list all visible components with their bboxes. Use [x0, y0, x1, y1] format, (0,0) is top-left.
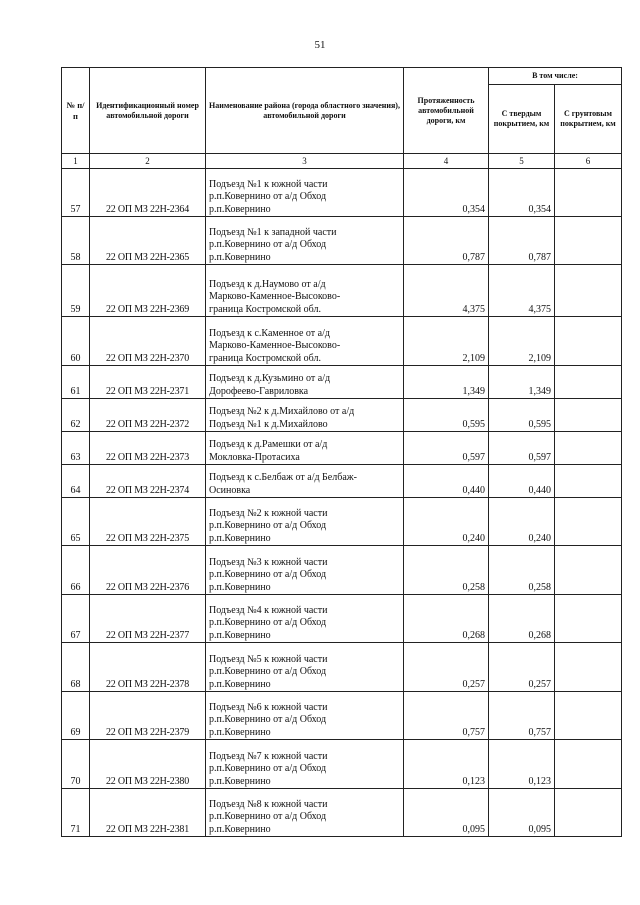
road-name-line: р.п.Ковернино — [209, 775, 271, 787]
road-name — [206, 399, 404, 432]
road-id: 22 ОП МЗ 22Н-2380 — [90, 740, 206, 789]
road-length: 0,095 — [404, 789, 489, 837]
road-length: 0,257 — [404, 643, 489, 692]
column-number: 2 — [90, 154, 206, 169]
road-name-line: р.п.Ковернино от а/д Обход — [209, 617, 327, 628]
road-name-line: р.п.Ковернино от а/д Обход — [209, 239, 327, 250]
road-name-line: Подъезд к с.Белбаж от а/д Белбаж- — [209, 472, 357, 483]
dirt-surface-length — [555, 692, 622, 740]
table-row — [62, 399, 622, 432]
dirt-surface-length — [555, 265, 622, 317]
road-name-line: р.п.Ковернино от а/д Обход — [209, 191, 327, 202]
road-name-line: р.п.Ковернино — [209, 581, 271, 593]
table-row — [62, 595, 622, 643]
road-id: 22 ОП МЗ 22Н-2374 — [90, 465, 206, 498]
row-number: 61 — [62, 366, 90, 399]
dirt-surface-length — [555, 217, 622, 265]
header-dirt-surface: С грунтовым покрытием, км — [555, 85, 622, 154]
table-row — [62, 169, 622, 217]
column-number: 6 — [555, 154, 622, 169]
table-row — [62, 265, 622, 317]
road-length: 0,240 — [404, 498, 489, 546]
road-id: 22 ОП МЗ 22Н-2381 — [90, 789, 206, 837]
road-length: 0,354 — [404, 169, 489, 217]
road-name — [206, 169, 404, 217]
road-name-line: Подъезд №3 к южной части — [209, 556, 328, 568]
dirt-surface-length — [555, 595, 622, 643]
road-id: 22 ОП МЗ 22Н-2379 — [90, 692, 206, 740]
dirt-surface-length — [555, 317, 622, 366]
road-name-line: р.п.Ковернино от а/д Обход — [209, 811, 327, 822]
dirt-surface-length — [555, 399, 622, 432]
road-name-line: Подъезд к д.Рамешки от а/д — [209, 439, 328, 450]
column-number: 3 — [206, 154, 404, 169]
road-name — [206, 317, 404, 366]
table-row — [62, 432, 622, 465]
road-name — [206, 498, 404, 546]
hard-surface-length: 0,757 — [489, 692, 555, 740]
road-name-line: р.п.Ковернино от а/д Обход — [209, 763, 327, 774]
dirt-surface-length — [555, 546, 622, 595]
hard-surface-length: 0,240 — [489, 498, 555, 546]
roads-table — [61, 67, 622, 837]
dirt-surface-length — [555, 432, 622, 465]
table-row — [62, 692, 622, 740]
hard-surface-length: 0,268 — [489, 595, 555, 643]
road-id: 22 ОП МЗ 22Н-2373 — [90, 432, 206, 465]
row-number: 62 — [62, 399, 90, 432]
road-length: 1,349 — [404, 366, 489, 399]
road-name-line: граница Костромской обл. — [209, 303, 321, 315]
road-id: 22 ОП МЗ 22Н-2365 — [90, 217, 206, 265]
road-name-line: р.п.Ковернино — [209, 823, 271, 835]
road-id: 22 ОП МЗ 22Н-2364 — [90, 169, 206, 217]
road-name-line: Подъезд №2 к южной части — [209, 507, 328, 519]
road-name — [206, 740, 404, 789]
hard-surface-length: 0,258 — [489, 546, 555, 595]
row-number: 70 — [62, 740, 90, 789]
dirt-surface-length — [555, 789, 622, 837]
dirt-surface-length — [555, 366, 622, 399]
road-name-line: р.п.Ковернино — [209, 532, 271, 544]
road-name-line: Подъезд №1 к западной части — [209, 226, 337, 238]
road-name — [206, 546, 404, 595]
row-number: 67 — [62, 595, 90, 643]
road-name — [206, 217, 404, 265]
column-number: 4 — [404, 154, 489, 169]
road-name-line: Подъезд №1 к д.Михайлово — [209, 418, 328, 430]
hard-surface-length: 0,095 — [489, 789, 555, 837]
hard-surface-length: 0,440 — [489, 465, 555, 498]
road-name-line: р.п.Ковернино — [209, 726, 271, 738]
road-name-line: Подъезд №6 к южной части — [209, 701, 328, 713]
row-number: 60 — [62, 317, 90, 366]
dirt-surface-length — [555, 169, 622, 217]
road-id: 22 ОП МЗ 22Н-2377 — [90, 595, 206, 643]
road-id: 22 ОП МЗ 22Н-2369 — [90, 265, 206, 317]
dirt-surface-length — [555, 465, 622, 498]
dirt-surface-length — [555, 643, 622, 692]
road-name-line: Подъезд №5 к южной части — [209, 653, 328, 665]
road-name — [206, 595, 404, 643]
hard-surface-length: 0,354 — [489, 169, 555, 217]
road-name — [206, 366, 404, 399]
road-length: 0,597 — [404, 432, 489, 465]
page-number: 51 — [314, 39, 326, 51]
row-number: 69 — [62, 692, 90, 740]
road-name-line: Подъезд к с.Каменное от а/д — [209, 327, 330, 339]
road-name-line: Подъезд к д.Кузьмино от а/д — [209, 373, 331, 384]
hard-surface-length: 0,257 — [489, 643, 555, 692]
road-length: 4,375 — [404, 265, 489, 317]
road-name-line: Дорофеево-Гавриловка — [209, 385, 309, 397]
row-number: 57 — [62, 169, 90, 217]
road-length: 0,258 — [404, 546, 489, 595]
header-road-name: Наименование района (города областного значения), автомобильной дороги — [206, 68, 404, 154]
road-name — [206, 432, 404, 465]
road-name-line: р.п.Ковернино от а/д Обход — [209, 666, 327, 677]
row-number: 59 — [62, 265, 90, 317]
road-length: 0,123 — [404, 740, 489, 789]
road-id: 22 ОП МЗ 22Н-2376 — [90, 546, 206, 595]
header-number: № п/п — [62, 68, 90, 154]
table-row — [62, 789, 622, 837]
row-number: 63 — [62, 432, 90, 465]
road-id: 22 ОП МЗ 22Н-2371 — [90, 366, 206, 399]
hard-surface-length: 0,123 — [489, 740, 555, 789]
road-id: 22 ОП МЗ 22Н-2375 — [90, 498, 206, 546]
road-length: 2,109 — [404, 317, 489, 366]
dirt-surface-length — [555, 498, 622, 546]
hard-surface-length: 1,349 — [489, 366, 555, 399]
hard-surface-length: 0,597 — [489, 432, 555, 465]
road-name-line: Марково-Каменное-Высоково- — [209, 340, 341, 351]
header-length: Протяженность автомобильной дороги, км — [404, 68, 489, 154]
road-name-line: Мокловка-Протасиха — [209, 451, 300, 463]
road-name-line: Подъезд №7 к южной части — [209, 750, 328, 762]
row-number: 65 — [62, 498, 90, 546]
road-length: 0,787 — [404, 217, 489, 265]
road-id: 22 ОП МЗ 22Н-2372 — [90, 399, 206, 432]
row-number: 64 — [62, 465, 90, 498]
header-road-id: Идентификационный номер автомобильной дороги — [90, 68, 206, 154]
header-hard-surface: С твердым покрытием, км — [489, 85, 555, 154]
road-id: 22 ОП МЗ 22Н-2370 — [90, 317, 206, 366]
road-name-line: р.п.Ковернино — [209, 678, 271, 690]
table-row — [62, 317, 622, 366]
road-name-line: р.п.Ковернино от а/д Обход — [209, 714, 327, 725]
road-name — [206, 692, 404, 740]
road-name-line: р.п.Ковернино от а/д Обход — [209, 520, 327, 531]
row-number: 71 — [62, 789, 90, 837]
header-including: В том числе: — [489, 68, 622, 85]
column-number: 1 — [62, 154, 90, 169]
hard-surface-length: 0,787 — [489, 217, 555, 265]
road-name — [206, 643, 404, 692]
road-name-line: р.п.Ковернино от а/д Обход — [209, 569, 327, 580]
road-length: 0,268 — [404, 595, 489, 643]
road-name-line: Осиновка — [209, 484, 251, 496]
table-row — [62, 498, 622, 546]
road-name-line: Подъезд №2 к д.Михайлово от а/д — [209, 406, 355, 417]
table-row — [62, 546, 622, 595]
table-row — [62, 366, 622, 399]
hard-surface-length: 4,375 — [489, 265, 555, 317]
road-length: 0,440 — [404, 465, 489, 498]
table-row — [62, 740, 622, 789]
road-name-line: р.п.Ковернино — [209, 251, 271, 263]
table-row — [62, 465, 622, 498]
table-row — [62, 217, 622, 265]
road-name-line: р.п.Ковернино — [209, 629, 271, 641]
road-name — [206, 789, 404, 837]
hard-surface-length: 2,109 — [489, 317, 555, 366]
dirt-surface-length — [555, 740, 622, 789]
road-name — [206, 265, 404, 317]
road-name-line: граница Костромской обл. — [209, 352, 321, 364]
road-name-line: Подъезд №8 к южной части — [209, 798, 328, 810]
row-number: 58 — [62, 217, 90, 265]
road-id: 22 ОП МЗ 22Н-2378 — [90, 643, 206, 692]
table-body — [62, 169, 622, 837]
row-number: 68 — [62, 643, 90, 692]
road-length: 0,757 — [404, 692, 489, 740]
table-row — [62, 643, 622, 692]
road-name-line: Подъезд №4 к южной части — [209, 604, 328, 616]
road-name-line: р.п.Ковернино — [209, 203, 271, 215]
road-name — [206, 465, 404, 498]
road-name-line: Подъезд №1 к южной части — [209, 178, 328, 190]
road-name-line: Подъезд к д.Наумово от а/д — [209, 278, 326, 290]
road-length: 0,595 — [404, 399, 489, 432]
row-number: 66 — [62, 546, 90, 595]
column-number: 5 — [489, 154, 555, 169]
hard-surface-length: 0,595 — [489, 399, 555, 432]
road-name-line: Марково-Каменное-Высоково- — [209, 291, 341, 302]
